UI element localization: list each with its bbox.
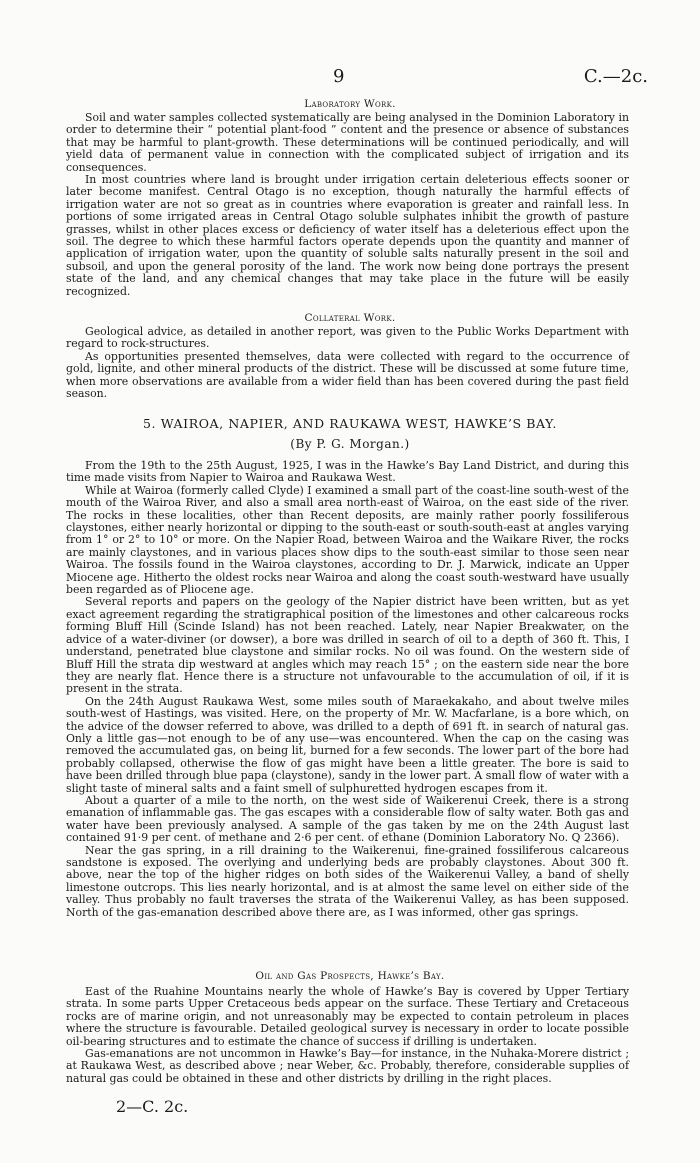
- section-heading-collateral-work: Collateral Work.: [304, 312, 396, 324]
- paragraph: In most countries where land is brought under irrigation certain deleterious effects sooner or later become manifest. Central Otago is no exception, though naturally the harmful effects of irrigation water are not so great as in countries where evaporation is greater and rainfall less. In portions of some irrigated areas in Central Otago soluble sulphates inhibit the growth of pasture grasses, whilst in other places excess or deficiency of water itself has a deleterious effect upon the soil. The degree to which these harmful factors operate depends upon the quantity and manner of application of irrigation water, upon the quantity of soluble salts naturally present in the soil and subsoil, and upon the general porosity of the land. The work now being done portrays the present state of the land, and any chemical changes that may take place in the future will be easily recognized.: [66, 173, 629, 298]
- paragraph: Soil and water samples collected systematically are being analysed in the Dominion Laboratory in order to determine their “ potential plant-food ” content and the presence or absence of substances that may be harmful to plant-growth. These determinations will be continued periodically, and will yield data of permanent value in connection with the complicated subject of irrigation and its consequences.: [66, 111, 629, 174]
- article-byline: (By P. G. Morgan.): [290, 437, 410, 451]
- paragraph: While at Wairoa (formerly called Clyde) I examined a small part of the coast-line south-west of the mouth of the Wairoa River, and also a small area north-east of Wairoa, on the east side of the river. The rocks in these localities, other than Recent deposits, are mainly rather poorly fossiliferous claystones, either nearly horizontal or dipping to the south-east or south-south-east at angles varying from 1° or 2° to 10° or more. On the Napier Road, between Wairoa and the Waikare River, the rocks are mainly claystones, and in various places show dips to the south-east similar to those seen near Wairoa. The fossils found in the Wairoa claystones, according to Dr. J. Marwick, indicate an Upper Miocene age. Hitherto the oldest rocks near Wairoa and along the coast south-westward have usually been regarded as of Pliocene age.: [66, 483, 629, 597]
- paragraph: On the 24th August Raukawa West, some miles south of Maraekakaho, and about twelve miles south-west of Hastings, was visited. Here, on the property of Mr. W. Macfarlane, is a bore which, on the advice of the dowser referred to above, was drilled to a depth of 691 ft. in search of natural gas. Only a little gas—not enough to be of any use—was encountered. When the cap on the casing was removed the accumulated gas, on being lit, burned for a few seconds. The lower part of the bore had probably collapsed, otherwise the flow of gas might have been a little greater. The bore is said to have been drilled through blue papa (claystone), sandy in the lower part. A small flow of water with a slight taste of mineral salts and a faint smell of sulphuretted hydrogen escapes from it.: [66, 694, 629, 795]
- article-body: [66, 460, 629, 919]
- paragraph: Geological advice, as detailed in another report, was given to the Public Works Department with regard to rock-structures.: [66, 325, 629, 351]
- document-reference: C.—2c.: [583, 66, 648, 87]
- section-body-laboratory-work: [66, 112, 629, 298]
- page-number: 9: [333, 66, 345, 87]
- paragraph: Gas-emanations are not uncommon in Hawke’s Bay—for instance, in the Nuhaka-Morere district ; at Raukawa West, as described above ; near Weber, &c. Probably, therefore, considerable supplies of natural gas could be obtained in these and other districts by drilling in the right places.: [66, 1047, 629, 1085]
- section-heading-laboratory-work: Laboratory Work.: [304, 98, 396, 110]
- paragraph: From the 19th to the 25th August, 1925, I was in the Hawke’s Bay Land District, and during this time made visits from Napier to Wairoa and Raukawa West.: [66, 459, 629, 485]
- article-title: 5. WAIROA, NAPIER, AND RAUKAWA WEST, HAWKE’S BAY.: [143, 416, 557, 431]
- paragraph: As opportunities presented themselves, data were collected with regard to the occurrence of gold, lignite, and other mineral products of the district. These will be discussed at some future time, when more observations are available from a wider field than has been covered during the past field season.: [66, 349, 629, 401]
- paragraph: About a quarter of a mile to the north, on the west side of Waikerenui Creek, there is a strong emanation of inflammable gas. The gas escapes with a considerable flow of salty water. Both gas and water have been previously analysed. A sample of the gas taken by me on the 24th August last contained 91·9 per cent. of methane and 2·6 per cent. of ethane (Dominion Laboratory No. Q 2366).: [66, 793, 629, 845]
- section-body-collateral-work: [66, 326, 629, 400]
- section-body-oil-gas-prospects: [66, 986, 629, 1085]
- paragraph: East of the Ruahine Mountains nearly the whole of Hawke’s Bay is covered by Upper Tertiary strata. In some parts Upper Cretaceous beds appear on the surface. These Tertiary and Cretaceous rocks are of marine origin, and not unreasonably may be expected to contain petroleum in places where the structure is favourable. Detailed geological survey is necessary in order to locate possible oil-bearing structures and to estimate the chance of success if drilling is undertaken.: [66, 985, 629, 1048]
- paragraph: Several reports and papers on the geology of the Napier district have been written, but as yet exact agreement regarding the stratigraphical position of the limestones and other calcareous rocks forming Bluff Hill (Scinde Island) has not been reached. Lately, near Napier Breakwater, on the advice of a water-diviner (or dowser), a bore was drilled in search of oil to a depth of 360 ft. This, I understand, penetrated blue claystone and similar rocks. No oil was found. On the western side of Bluff Hill the strata dip westward at angles which may reach 15° ; on the eastern side near the bore they are nearly flat. Hence there is a structure not unfavourable to the accumulation of oil, if it is present in the strata.: [66, 595, 629, 696]
- footer-signature: 2—C. 2c.: [116, 1097, 189, 1116]
- paragraph: Near the gas spring, in a rill draining to the Waikerenui, fine-grained fossiliferous calcareous sandstone is exposed. The overlying and underlying beds are probably claystones. About 300 ft. above, near the top of the higher ridges on both sides of the Waikerenui Valley, a band of shelly limestone outcrops. This lies nearly horizontal, and is at almost the same level on either side of the valley. Thus probably no fault traverses the strata of the Waikerenui Valley, as has been supposed. North of the gas-emanation described above there are, as I was informed, other gas springs.: [66, 843, 629, 919]
- section-heading-oil-gas-prospects: Oil and Gas Prospects, Hawke’s Bay.: [255, 970, 445, 982]
